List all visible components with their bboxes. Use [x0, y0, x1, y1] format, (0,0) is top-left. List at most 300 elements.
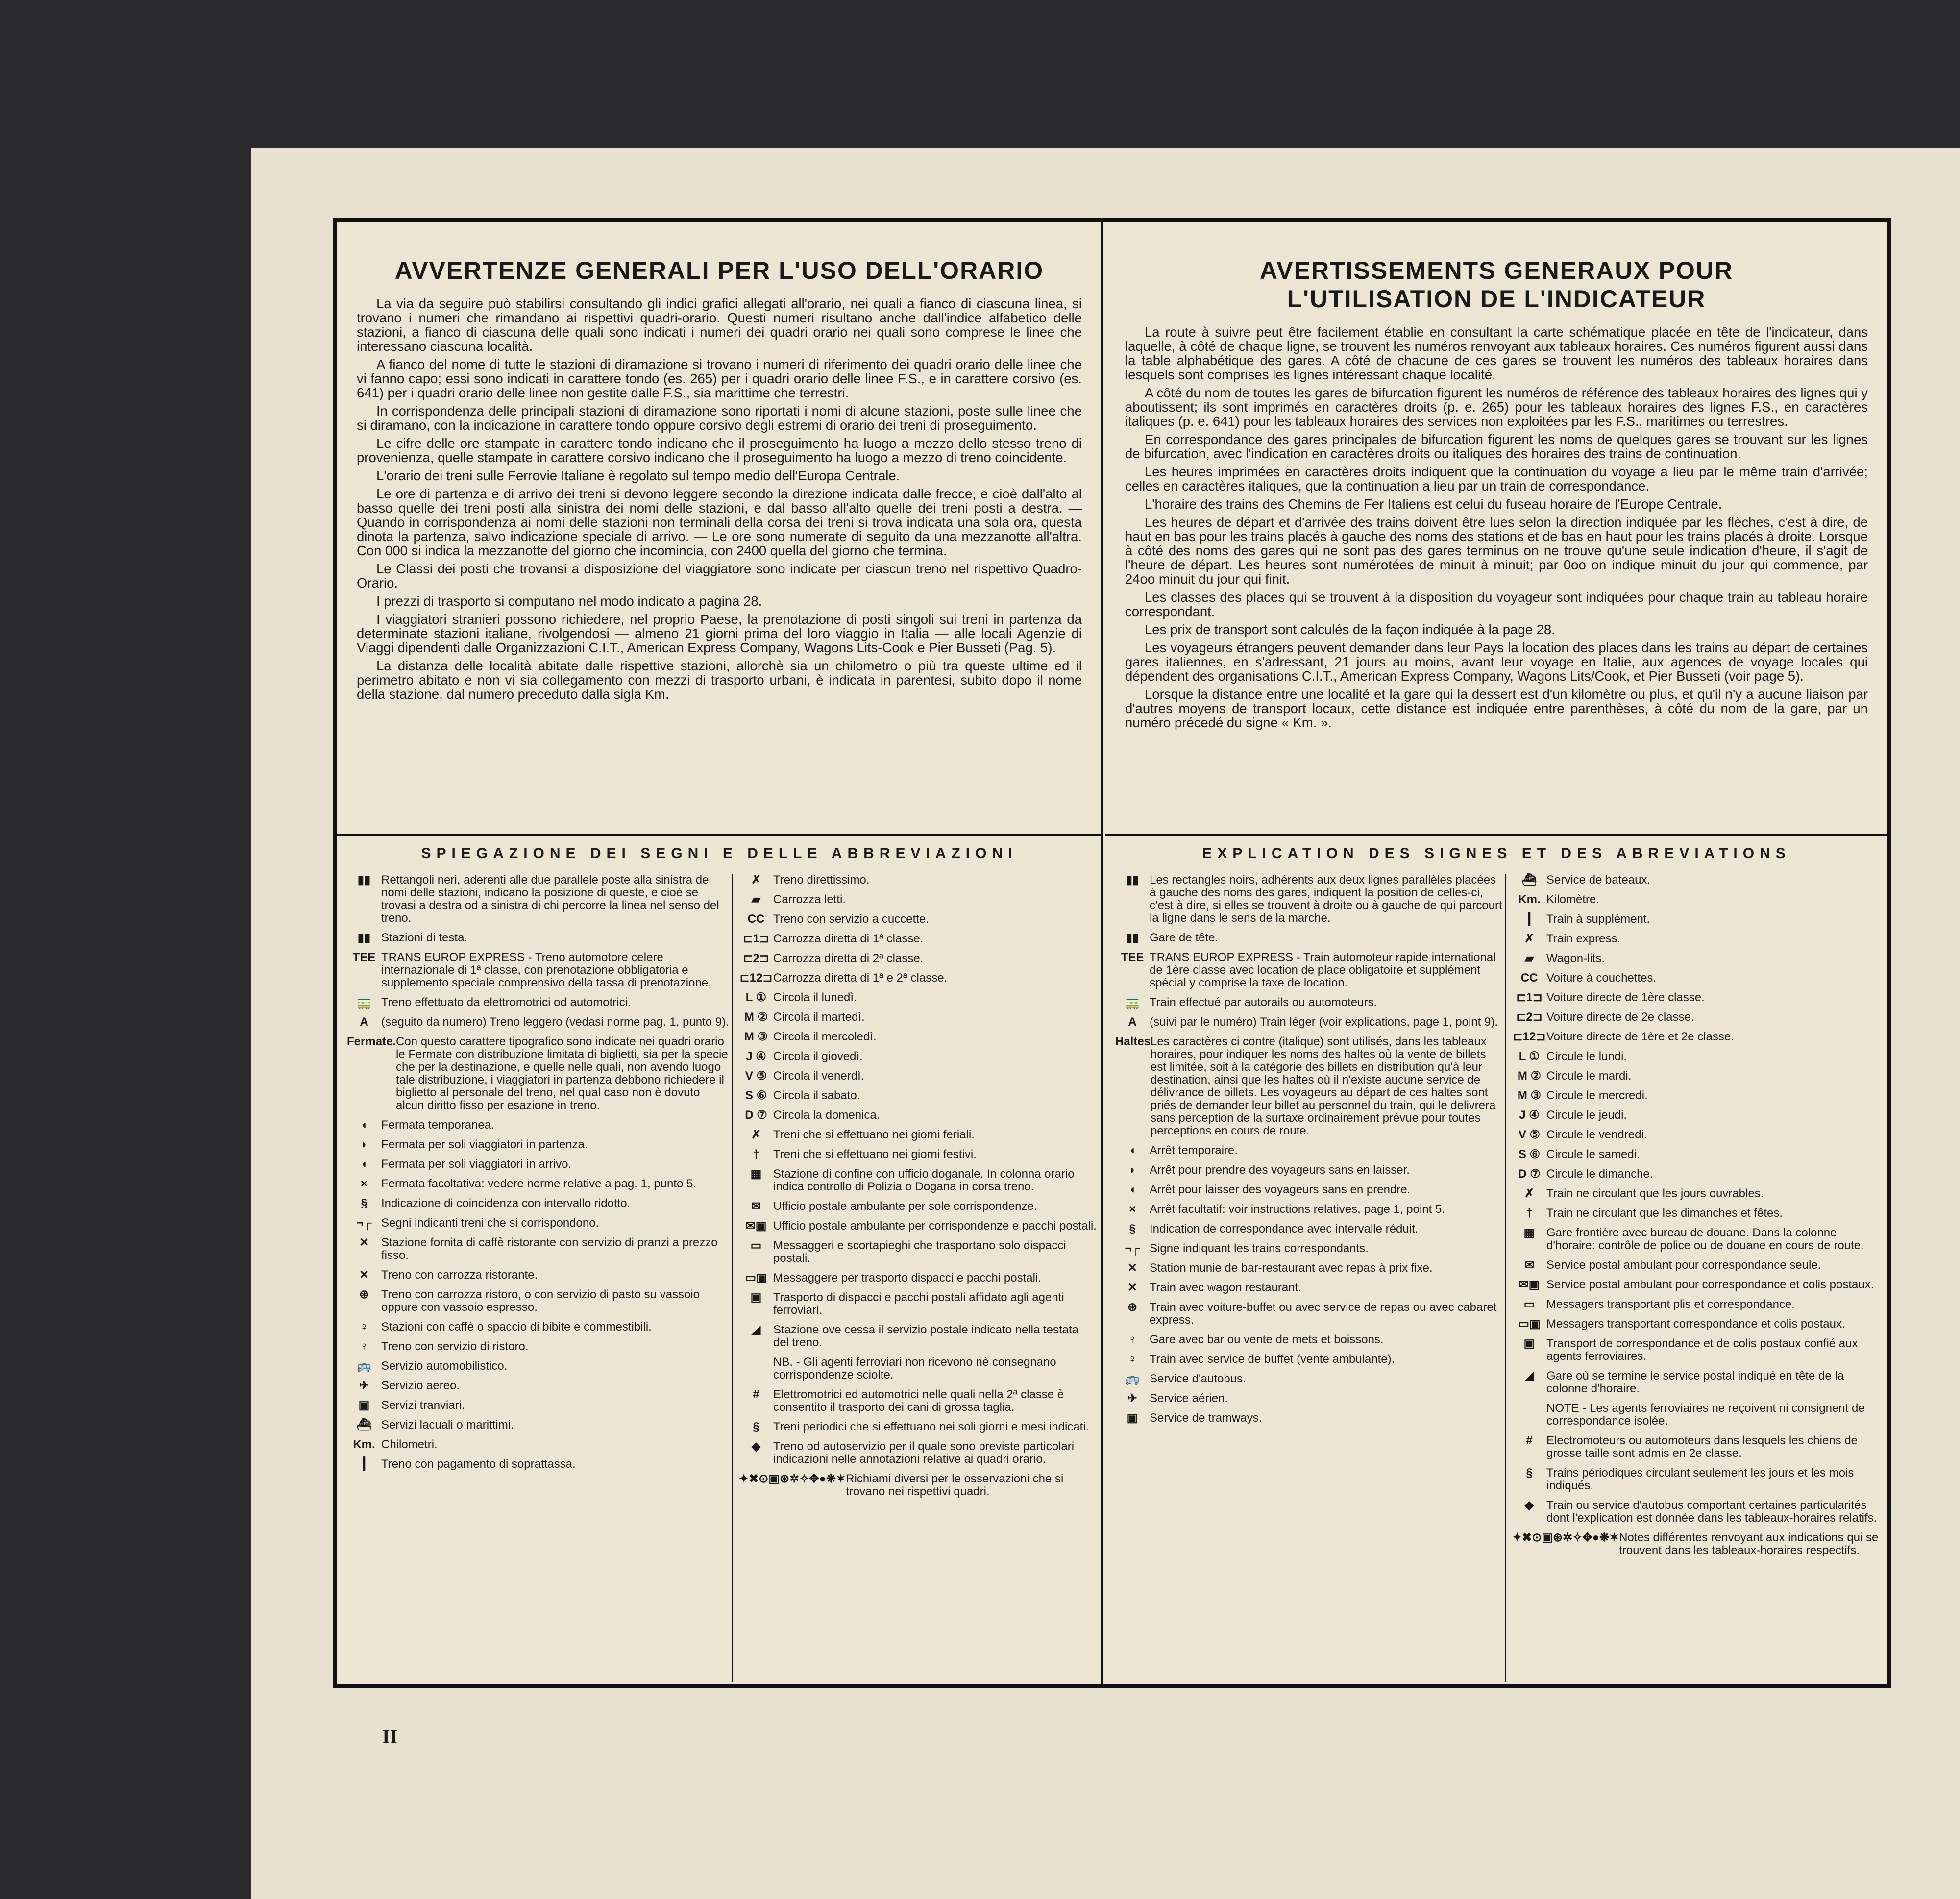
- legend-text: (seguito da numero) Treno leggero (vedasi norme pag. 1, punto 9).: [381, 1015, 729, 1029]
- legend-symbol: L ①: [745, 991, 767, 1004]
- legend-symbol: ×: [360, 1177, 368, 1190]
- legend-item: [1115, 1036, 1502, 1137]
- french-legend-divider: [1105, 834, 1887, 836]
- legend-symbol: ▮▮: [357, 873, 371, 887]
- legend-text: Voiture directe de 2e classe.: [1546, 1011, 1694, 1024]
- legend-text: Voiture directe de 1ère classe.: [1546, 991, 1705, 1004]
- italian-legend-left: [347, 874, 729, 1478]
- legend-symbol: V ⑤: [745, 1069, 767, 1083]
- legend-symbol: ▣: [1127, 1411, 1138, 1425]
- legend-text: Stazione di confine con ufficio doganale. In colonna orario indica controllo di Polizia o Dogana in corsa treno.: [773, 1167, 1075, 1193]
- legend-symbol: 🚌: [1125, 1372, 1140, 1385]
- legend-item: [1512, 1011, 1885, 1024]
- legend-symbol: V ⑤: [1518, 1128, 1541, 1141]
- legend-symbol: L ①: [1519, 1050, 1540, 1063]
- legend-symbol: A: [360, 1015, 368, 1029]
- legend-text: Train ne circulant que les dimanches et fêtes.: [1546, 1207, 1783, 1220]
- intro-paragraph: Les classes des places qui se trouvent à la disposition du voyageur sont indiquées pour chaque train au tableau horaire correspondant.: [1125, 590, 1868, 619]
- legend-text: Circola il lunedì.: [773, 991, 857, 1004]
- legend-item: [1115, 1412, 1502, 1425]
- legend-item: [1115, 1203, 1502, 1216]
- legend-symbol: M ③: [744, 1030, 768, 1043]
- legend-text: Gare frontière avec bureau de douane. Dans la colonne d'horaire: contrôle de police ou de douane en cours de route.: [1546, 1226, 1864, 1252]
- legend-item: [1115, 1353, 1502, 1366]
- legend-text: Station munie de bar-restaurant avec repas à prix fixe.: [1150, 1261, 1433, 1275]
- legend-text: TRANS EUROP EXPRESS - Train automoteur rapide international de 1ère classe avec location de place obligatoire et supplément spécial y comprise la taxe de location.: [1150, 951, 1496, 989]
- legend-symbol: 🚌: [357, 1359, 371, 1373]
- legend-symbol: ▭: [1523, 1298, 1535, 1311]
- legend-symbol: J ④: [1519, 1109, 1540, 1122]
- legend-text: Circule le lundi.: [1546, 1050, 1627, 1063]
- legend-symbol: ¬┌: [1125, 1242, 1140, 1255]
- legend-text: Treno direttissimo.: [773, 873, 870, 887]
- italian-column: [337, 222, 1102, 1684]
- legend-item: [1512, 1318, 1885, 1331]
- legend-item: [739, 1050, 1097, 1063]
- legend-symbol: ◗: [1128, 1163, 1136, 1177]
- legend-text: Treno con servizio di ristoro.: [381, 1340, 529, 1353]
- legend-symbol: ▭▣: [745, 1271, 767, 1284]
- legend-item: [347, 1138, 729, 1151]
- legend-item: [1512, 1467, 1885, 1492]
- french-legend-left: [1115, 874, 1502, 1431]
- legend-symbol: Haltes: [1115, 1035, 1151, 1048]
- legend-item: [1115, 1242, 1502, 1255]
- legend-text: Kilomètre.: [1546, 893, 1600, 906]
- legend-symbol: †: [1526, 1207, 1533, 1220]
- legend-symbol: ▣: [750, 1291, 762, 1304]
- legend-text: Service d'autobus.: [1150, 1372, 1246, 1385]
- legend-symbol: ◖: [1128, 1144, 1136, 1157]
- legend-item: [1115, 1223, 1502, 1235]
- intro-paragraph: Les prix de transport sont calculés de la façon indiquée à la page 28.: [1145, 622, 1555, 637]
- legend-item: [347, 1217, 729, 1230]
- legend-symbol: ✕: [359, 1236, 369, 1249]
- legend-symbol: CC: [1520, 971, 1538, 985]
- legend-text: Indication de correspondance avec intervalle réduit.: [1150, 1222, 1419, 1235]
- legend-item: [1115, 1392, 1502, 1405]
- legend-symbol: ▣: [1523, 1337, 1535, 1350]
- legend-symbol: [1512, 1402, 1546, 1428]
- legend-symbol: ◆: [1524, 1499, 1534, 1512]
- legend-symbol: Fermate.: [347, 1035, 396, 1048]
- legend-item: [347, 1016, 729, 1029]
- legend-item: [739, 1148, 1097, 1161]
- legend-text: Servizi lacuali o marittimi.: [381, 1418, 514, 1431]
- legend-text: TRANS EUROP EXPRESS - Treno automotore celere internazionale di 1ª classe, con prenotazione obbligatoria e supplemento speciale comprensivo della tassa di prenotazione.: [381, 951, 711, 989]
- legend-symbol: J ④: [746, 1050, 766, 1063]
- legend-item: [1512, 1129, 1885, 1141]
- legend-item: [1512, 1434, 1885, 1460]
- legend-text: Messagers transportant plis et correspondance.: [1546, 1298, 1795, 1311]
- intro-paragraph: Le Classi dei posti che trovansi a disposizione del viaggiatore sono indicate per ciascun treno nel rispettivo Quadro-Orario.: [357, 561, 1082, 591]
- legend-item: [1512, 1279, 1885, 1291]
- legend-symbol: ┃: [360, 1457, 368, 1471]
- intro-paragraph: A fianco del nome di tutte le stazioni di diramazione si trovano i numeri di riferimento dei quadri orario delle linee che vi fanno capo; essi sono indicati in carattere tondo (es. 265) per i quadri orario delle linee F.S., e in carattere corsivo (es. 641) per i quadri orario delle linee non gestite dalle F.S., sia marittime che terrestri.: [357, 357, 1082, 400]
- legend-item: [347, 1380, 729, 1392]
- italian-title: AVVERTENZE GENERALI PER L'USO DELL'ORARIO: [394, 257, 1044, 284]
- legend-symbol: ▭: [750, 1239, 762, 1252]
- legend-item: [739, 1089, 1097, 1102]
- intro-paragraph: Le ore di partenza e di arrivo dei treni si devono leggere secondo la direzione indicata dalle frecce, e cioè dall'alto al basso quelle dei treni posti alla sinistra dei nomi delle stazioni, e dal basso all'alto quelle dei treni posti a destra. — Quando in corrispondenza ai nomi delle stazioni non terminali della corsa dei treni si trova indicata una sola ora, questa dinota la partenza, salvo indicazione speciale di arrivo. — Le ore sono numerate di seguito da una mezzanotte all'altra. Con 000 si indica la mezzanotte del giorno che incomincia, con 2400 quella del giorno che termina.: [357, 486, 1082, 558]
- legend-item: [1115, 996, 1502, 1009]
- legend-text: Treno con pagamento di soprattassa.: [381, 1457, 576, 1471]
- legend-item: [739, 1324, 1097, 1349]
- legend-symbol: ▦: [750, 1167, 762, 1181]
- intro-paragraph: Les heures de départ et d'arrivée des trains doivent être lues selon la direction indiquée par les flèches, c'est à dire, de haut en bas pour les trains placés à gauche des noms des stations et de bas en haut pour les trains placés à droite. Lorsque à côté des noms des gares qui ne sont pas des gares terminus on ne trouve qu'une seule indication d'heure, il s'agit de l'heure de départ. Les heures sont numérotées de minuit à minuit; par 0oo on indique minuit du jour qui commence, par 24oo minuit du jour qui finit.: [1125, 515, 1868, 587]
- legend-text: Stazioni di testa.: [381, 931, 468, 944]
- legend-item: [739, 1473, 1097, 1498]
- legend-item: [739, 1200, 1097, 1213]
- legend-item: [739, 893, 1097, 906]
- legend-symbol: Km.: [1518, 893, 1541, 906]
- legend-text: Wagon-lits.: [1546, 952, 1605, 965]
- legend-item: [1512, 874, 1885, 887]
- intro-paragraph: Les voyageurs étrangers peuvent demander dans leur Pays la location des places dans les trains au départ de certaines gares italiennes, en s'adressant, 21 jours au moins, avant leur voyage en Italie, aux agences de voyage locales qui dépendent des organisations C.I.T., American Express Company, Wagons Lits/Cook, et Pier Busseti (voir page 5).: [1125, 640, 1868, 684]
- legend-item: [347, 1340, 729, 1353]
- legend-text: Train ne circulant que les jours ouvrables.: [1546, 1187, 1764, 1200]
- legend-text: Stazione fornita di caffè ristorante con servizio di pranzi a prezzo fisso.: [381, 1236, 718, 1262]
- legend-text: Gare de tête.: [1150, 931, 1219, 944]
- page-number: II: [382, 1726, 398, 1748]
- legend-symbol: †: [753, 1148, 760, 1161]
- legend-item: [1512, 1089, 1885, 1102]
- legend-item: [739, 1272, 1097, 1284]
- legend-text: Treno con carrozza ristorante.: [381, 1268, 538, 1282]
- legend-item: [739, 1109, 1097, 1122]
- legend-text: Gare où se termine le service postal indiqué en tête de la colonne d'horaire.: [1546, 1369, 1844, 1395]
- legend-symbol: TEE: [352, 951, 376, 964]
- legend-symbol: ⊏12⊐: [739, 971, 773, 985]
- legend-item: [1115, 1333, 1502, 1346]
- intro-paragraph: La distanza delle località abitate dalle rispettive stazioni, allorchè sia un chilometro o più tra queste ultime ed il perimetro abitato e non vi sia collegamento con mezzi di trasporto urbani, è indicata in parentesi, subito dopo il nome della stazione, dal numero preceduto dalla sigla Km.: [357, 658, 1082, 702]
- legend-item: [1512, 1402, 1885, 1428]
- legend-item: [1115, 932, 1502, 944]
- legend-item: [1512, 1227, 1885, 1252]
- legend-item: [347, 1419, 729, 1431]
- legend-symbol: S ⑥: [745, 1089, 767, 1102]
- legend-text: Fermata temporanea.: [381, 1118, 494, 1132]
- legend-item: [347, 951, 729, 989]
- legend-item: [739, 1168, 1097, 1193]
- legend-item: [739, 952, 1097, 965]
- legend-symbol: ✗: [751, 1128, 761, 1141]
- legend-text: Rettangoli neri, aderenti alle due parallele poste alla sinistra dei nomi delle stazioni, indicano la posizione di queste, e cioè se trovasi a destra od a sinistra di chi percorre la linea nel senso del treno.: [381, 873, 719, 925]
- intro-paragraph: Lorsque la distance entre une localité et la gare qui la dessert est d'un kilomètre ou plus, et qu'il n'y a aucune liaison par d'autres moyens de transport locaux, cette distance est indiquée entre parenthèses, à côté du nom de la gare, par un numéro précedé du signe « Km. ».: [1125, 687, 1868, 730]
- legend-symbol: M ②: [1517, 1069, 1542, 1083]
- legend-text: Circule le mardi.: [1546, 1069, 1632, 1083]
- legend-symbol: §: [1526, 1466, 1533, 1480]
- legend-symbol: ◢: [1524, 1369, 1534, 1382]
- legend-symbol: ⊏2⊐: [1516, 1011, 1543, 1024]
- legend-text: Servizio automobilistico.: [381, 1359, 508, 1373]
- legend-text: Service de tramways.: [1150, 1411, 1262, 1425]
- legend-item: [347, 1197, 729, 1210]
- legend-text: Treni che si effettuano nei giorni festivi.: [773, 1148, 977, 1161]
- legend-item: [1512, 1109, 1885, 1122]
- legend-item: [1512, 952, 1885, 965]
- legend-symbol: ▮▮: [357, 931, 371, 944]
- legend-text: Fermata per soli viaggiatori in partenza.: [381, 1138, 588, 1151]
- legend-text: Voiture directe de 1ère et 2e classe.: [1546, 1030, 1734, 1043]
- legend-text: Circola il martedì.: [773, 1011, 865, 1024]
- french-column: [1105, 222, 1887, 1684]
- legend-text: Arrêt pour laisser des voyageurs sans en prendre.: [1150, 1183, 1411, 1196]
- legend-item: [1512, 1031, 1885, 1043]
- legend-item: [739, 1011, 1097, 1024]
- legend-text: Circola il giovedì.: [773, 1050, 863, 1063]
- intro-paragraph: La route à suivre peut être facilement établie en consultant la carte schématique placée en tête de l'indicateur, dans laquelle, à côté de chaque ligne, se trouvent les numéros renvoyant aux tableaux horaires. Ces numéros figurent aussi dans la table alphabétique des gares. A côté de chacune de ces gares se trouvent les numéros des tableaux horaires dans lesquels sont comprises les lignes intéressant chaque localité.: [1125, 324, 1868, 382]
- legend-symbol: ✦✖⊙▣⊛✲✧✥●❋✶: [1512, 1531, 1619, 1544]
- legend-text: Circule le vendredi.: [1546, 1128, 1647, 1141]
- legend-symbol: §: [361, 1197, 368, 1210]
- legend-text: Service postal ambulant pour correspondance et colis postaux.: [1546, 1278, 1874, 1291]
- legend-symbol: ◖: [360, 1158, 368, 1171]
- legend-symbol: ▮▮: [1126, 931, 1139, 944]
- legend-text: Notes différentes renvoyant aux indications qui se trouvent dans les tableaux-horaires respectifs.: [1619, 1531, 1879, 1557]
- legend-item: [1115, 1262, 1502, 1275]
- french-title: AVERTISSEMENTS GENERAUX POUR L'UTILISATION DE L'INDICATEUR: [1259, 257, 1734, 313]
- french-legend-divider-v: [1505, 874, 1506, 1682]
- legend-text: NB. - Gli agenti ferroviari non ricevono nè consegnano corrispondenze sciolte.: [773, 1356, 1056, 1381]
- legend-symbol: ◖: [1128, 1183, 1136, 1196]
- legend-symbol: ⛴: [356, 1418, 372, 1431]
- legend-text: Treno con carrozza ristoro, o con servizio di pasto su vassoio oppure con vassoio espresso.: [381, 1288, 700, 1314]
- legend-item: [1512, 972, 1885, 985]
- legend-item: [739, 1031, 1097, 1043]
- legend-item: [347, 1321, 729, 1333]
- legend-text: Elettromotrici ed automotrici nelle quali nella 2ª classe è consentito il trasporto dei cani di grossa taglia.: [773, 1388, 1064, 1414]
- legend-symbol: 🚃: [357, 996, 371, 1009]
- legend-symbol: #: [753, 1388, 760, 1401]
- legend-item: [1512, 913, 1885, 926]
- legend-symbol: ⊏2⊐: [743, 952, 769, 965]
- legend-symbol: ✕: [1127, 1281, 1138, 1294]
- legend-symbol: ▮▮: [1126, 873, 1139, 887]
- legend-symbol: 🚃: [1125, 996, 1140, 1009]
- legend-text: Train avec service de buffet (vente ambulante).: [1150, 1353, 1395, 1366]
- intro-paragraph: I prezzi di trasporto si computano nel modo indicato a pagina 28.: [376, 593, 762, 609]
- notice-frame: [333, 218, 1891, 1688]
- intro-paragraph: Le cifre delle ore stampate in carattere tondo indicano che il proseguimento ha luogo a mezzo dello stesso treno di provenienza, quelle stampate in carattere corsivo indicano che il proseguimento ha luogo a mezzo di treno coincidente.: [357, 436, 1082, 465]
- legend-item: [1512, 1337, 1885, 1363]
- legend-symbol: ✦✖⊙▣⊛✲✧✥●❋✶: [739, 1472, 846, 1485]
- french-legend-title: EXPLICATION DES SIGNES ET DES ABREVIATIONS: [1202, 845, 1791, 862]
- legend-text: Carrozza diretta di 1ª classe.: [773, 932, 924, 945]
- legend-item: [1115, 1282, 1502, 1294]
- legend-symbol: ⊏12⊐: [1513, 1030, 1546, 1043]
- legend-text: Messaggeri e scortapieghi che trasportano solo dispacci postali.: [773, 1239, 1066, 1265]
- legend-symbol: ✉▣: [745, 1219, 767, 1233]
- legend-text: Servizi tranviari.: [381, 1399, 465, 1412]
- legend-symbol: ♀: [360, 1340, 368, 1353]
- legend-symbol: ✉▣: [1519, 1278, 1540, 1291]
- legend-symbol: ✉: [751, 1200, 761, 1213]
- legend-symbol: ⊏1⊐: [1516, 991, 1543, 1004]
- legend-item: [1512, 1168, 1885, 1181]
- intro-paragraph: A côté du nom de toutes les gares de bifurcation figurent les numéros de référence des tableaux horaires des lignes qui y aboutissent; ils sont imprimés en caractères droits (p. e. 265) pour les tableaux horaires des lignes F.S., en caractères italiques (p. e. 641) pour les tableaux horaires des services non exploitées par les F.S., maritimes ou terrestres.: [1125, 385, 1868, 429]
- legend-symbol: ✗: [1524, 932, 1535, 945]
- legend-symbol: ✗: [1524, 1187, 1535, 1200]
- legend-symbol: A: [1128, 1015, 1137, 1029]
- legend-item: [739, 991, 1097, 1004]
- legend-text: Circule le samedi.: [1546, 1148, 1640, 1161]
- french-intro: [1105, 325, 1887, 730]
- intro-paragraph: Les heures imprimées en caractères droits indiquent que la continuation du voyage a lieu par le même train d'arrivée; celles en caractères italiques, que la continuation a lieu par un train de correspondance.: [1125, 464, 1868, 493]
- legend-symbol: ♀: [1128, 1353, 1137, 1366]
- legend-symbol: ◗: [360, 1138, 368, 1151]
- legend-symbol: ✉: [1524, 1258, 1535, 1272]
- legend-text: Ufficio postale ambulante per sole corrispondenze.: [773, 1200, 1037, 1213]
- legend-symbol: M ②: [744, 1011, 768, 1024]
- legend-item: [347, 932, 729, 944]
- legend-item: [1115, 1016, 1502, 1029]
- legend-item: [347, 1119, 729, 1132]
- italian-legend-divider: [337, 834, 1102, 836]
- legend-symbol: CC: [747, 913, 765, 926]
- legend-item: [1512, 1259, 1885, 1272]
- intro-paragraph: I viaggiatori stranieri possono richiedere, nel proprio Paese, la prenotazione di posti singoli sui treni in partenza da determinate stazioni italiane, rivolgendosi — almeno 21 giorni prima del loro viaggio in Italia — alle locali Agenzie di Viaggi dipendenti dalle Organizzazioni C.I.T., American Express Company, Wagons Lits-Cook e Pier Busseti (Pag. 5).: [357, 612, 1082, 655]
- legend-text: Circule le mercredi.: [1546, 1089, 1648, 1102]
- legend-item: [347, 1178, 729, 1190]
- legend-item: [739, 1356, 1097, 1381]
- legend-text: Arrêt pour prendre des voyageurs sans en laisser.: [1150, 1163, 1410, 1177]
- legend-text: Indicazione di coincidenza con intervallo ridotto.: [381, 1197, 631, 1210]
- legend-item: [1512, 893, 1885, 906]
- legend-symbol: D ⑦: [1518, 1167, 1541, 1181]
- legend-item: [1115, 1301, 1502, 1327]
- legend-item: [1512, 1298, 1885, 1311]
- italian-intro: [337, 296, 1102, 701]
- legend-text: Gare avec bar ou vente de mets et boissons.: [1150, 1333, 1384, 1346]
- legend-item: [739, 1291, 1097, 1317]
- legend-symbol: ✈: [1127, 1392, 1138, 1405]
- legend-text: Carrozza letti.: [773, 893, 846, 906]
- legend-text: Treno con servizio a cuccette.: [773, 913, 929, 926]
- legend-text: Richiami diversi per le osservazioni che si trovano nei rispettivi quadri.: [846, 1472, 1064, 1498]
- legend-text: Messagers transportant correspondance et colis postaux.: [1546, 1317, 1845, 1331]
- legend-symbol: ⛴: [1521, 873, 1537, 887]
- legend-text: Circule le dimanche.: [1546, 1167, 1653, 1181]
- legend-item: [347, 1438, 729, 1451]
- legend-item: [1512, 933, 1885, 945]
- legend-item: [1115, 1373, 1502, 1385]
- legend-symbol: ◖: [360, 1118, 368, 1132]
- legend-text: Stazione ove cessa il servizio postale indicato nella testata del treno.: [773, 1323, 1079, 1349]
- legend-text: Treni periodici che si effettuano nei soli giorni e mesi indicati.: [773, 1420, 1089, 1433]
- legend-text: Service de bateaux.: [1546, 873, 1651, 887]
- legend-text: Ufficio postale ambulante per corrispondenze e pacchi postali.: [773, 1219, 1097, 1233]
- legend-text: Les caractères ci contre (italique) sont utilisés, dans les tableaux horaires, pour indiquer les noms des haltes où la vente de billets est limitée, soit à la catégorie des billets en distribution qu'à leur destination, ainsi que les haltes où il n'existe aucune service de délivrance de billets. Les voyageurs au départ de ces haltes sont priés de demander leur billet au personnel du train, qui le delivrera sans perception de la surtaxe ordinairement prévue pour toutes perceptions en cours de route.: [1151, 1035, 1496, 1137]
- legend-item: [739, 913, 1097, 926]
- legend-text: Circule le jeudi.: [1546, 1109, 1627, 1122]
- legend-text: Circola il sabato.: [773, 1089, 860, 1102]
- legend-text: Arrêt temporaire.: [1150, 1144, 1238, 1157]
- legend-text: Train ou service d'autobus comportant certaines particularités dont l'explication est donnée dans les tableaux-horaires relatifs.: [1546, 1499, 1877, 1525]
- legend-item: [739, 1388, 1097, 1414]
- legend-symbol: ◆: [751, 1440, 761, 1453]
- legend-text: Fermata facoltativa: vedere norme relative a pag. 1, punto 5.: [381, 1177, 697, 1190]
- legend-item: [347, 1360, 729, 1373]
- legend-text: Servizio aereo.: [381, 1379, 460, 1392]
- legend-symbol: ▭▣: [1518, 1317, 1541, 1331]
- intro-paragraph: L'horaire des trains des Chemins de Fer Italiens est celui du fuseau horaire de l'Europe Centrale.: [1145, 496, 1722, 512]
- legend-item: [739, 972, 1097, 985]
- legend-text: Circola il venerdì.: [773, 1069, 864, 1083]
- legend-text: Con questo carattere tipografico sono indicate nei quadri orario le Fermate con distribuzione limitata di biglietti, sia per la specie che per la destinazione, e quelle nelle quali, non avendo luogo tale distribuzione, i viaggiatori in partenza debbono richiedere il biglietto al personale del treno, nel qual caso non è dovuto alcun diritto fisso per esazione in treno.: [396, 1035, 728, 1112]
- legend-text: Treno od autoservizio per il quale sono previste particolari indicazioni nelle annotazioni relative ai quadri orario.: [773, 1440, 1075, 1466]
- legend-text: Fermata per soli viaggiatori in arrivo.: [381, 1158, 572, 1171]
- legend-symbol: §: [753, 1420, 760, 1433]
- legend-symbol: S ⑥: [1518, 1148, 1541, 1161]
- legend-item: [347, 1158, 729, 1171]
- legend-symbol: ✕: [1127, 1261, 1138, 1275]
- legend-text: Trasporto di dispacci e pacchi postali affidato agli agenti ferroviari.: [773, 1291, 1064, 1317]
- legend-item: [1512, 1499, 1885, 1525]
- legend-symbol: [739, 1356, 773, 1381]
- legend-item: [1512, 1148, 1885, 1161]
- legend-text: Carrozza diretta di 1ª e 2ª classe.: [773, 971, 948, 985]
- legend-text: Signe indiquant les trains correspondants.: [1150, 1242, 1369, 1255]
- legend-item: [347, 1399, 729, 1412]
- french-legend-right: [1512, 874, 1885, 1564]
- legend-item: [739, 1070, 1097, 1083]
- legend-item: [739, 1129, 1097, 1141]
- legend-symbol: Km.: [353, 1438, 375, 1451]
- legend-item: [1512, 1070, 1885, 1083]
- legend-symbol: #: [1526, 1434, 1533, 1447]
- legend-item: [347, 1288, 729, 1314]
- legend-item: [347, 1036, 729, 1112]
- legend-item: [1115, 874, 1502, 925]
- legend-symbol: ×: [1128, 1203, 1136, 1216]
- legend-symbol: TEE: [1121, 951, 1144, 964]
- legend-symbol: ⊏1⊐: [743, 932, 769, 945]
- legend-item: [1512, 1050, 1885, 1063]
- legend-item: [1512, 1187, 1885, 1200]
- intro-paragraph: La via da seguire può stabilirsi consultando gli indici grafici allegati all'orario, nei quali a fianco di ciascuna linea, si trovano i numeri che rimandano ai rispettivi quadri-orario. Questi numeri risultano anche dall'indice alfabetico delle stazioni, a fianco di ciascuna delle quali sono indicati i numeri dei quadri orario nei quali sono comprese le linee che interessano ciascuna località.: [357, 296, 1082, 354]
- legend-text: Service postal ambulant pour correspondance seule.: [1546, 1258, 1821, 1272]
- legend-symbol: §: [1129, 1222, 1136, 1235]
- legend-text: Chilometri.: [381, 1438, 438, 1451]
- legend-symbol: ⊛: [1127, 1301, 1138, 1314]
- legend-item: [347, 874, 729, 925]
- legend-item: [739, 933, 1097, 945]
- legend-symbol: ◢: [751, 1323, 761, 1336]
- legend-symbol: ✗: [751, 873, 761, 887]
- legend-text: Circola il mercoledì.: [773, 1030, 877, 1043]
- legend-symbol: ♀: [1128, 1333, 1137, 1346]
- legend-item: [347, 996, 729, 1009]
- legend-item: [1115, 1164, 1502, 1177]
- legend-text: NOTE - Les agents ferroviaires ne reçoivent ni consignent de correspondance isolée.: [1546, 1402, 1865, 1428]
- legend-item: [739, 1220, 1097, 1233]
- legend-symbol: ▣: [358, 1399, 370, 1412]
- legend-item: [1115, 1144, 1502, 1157]
- legend-item: [347, 1269, 729, 1282]
- italian-legend-divider-v: [732, 874, 733, 1682]
- legend-text: Service aérien.: [1150, 1392, 1228, 1405]
- legend-text: Trains périodiques circulant seulement les jours et les mois indiqués.: [1546, 1466, 1854, 1492]
- legend-text: Carrozza diretta di 2ª classe.: [773, 952, 924, 965]
- legend-item: [739, 1440, 1097, 1466]
- legend-text: Train effectué par autorails ou automoteurs.: [1150, 996, 1377, 1009]
- legend-text: Stazioni con caffè o spaccio di bibite e commestibili.: [381, 1320, 652, 1333]
- legend-item: [739, 1421, 1097, 1433]
- legend-text: Circola la domenica.: [773, 1109, 880, 1122]
- legend-item: [1512, 1207, 1885, 1220]
- legend-symbol: ♀: [360, 1320, 368, 1333]
